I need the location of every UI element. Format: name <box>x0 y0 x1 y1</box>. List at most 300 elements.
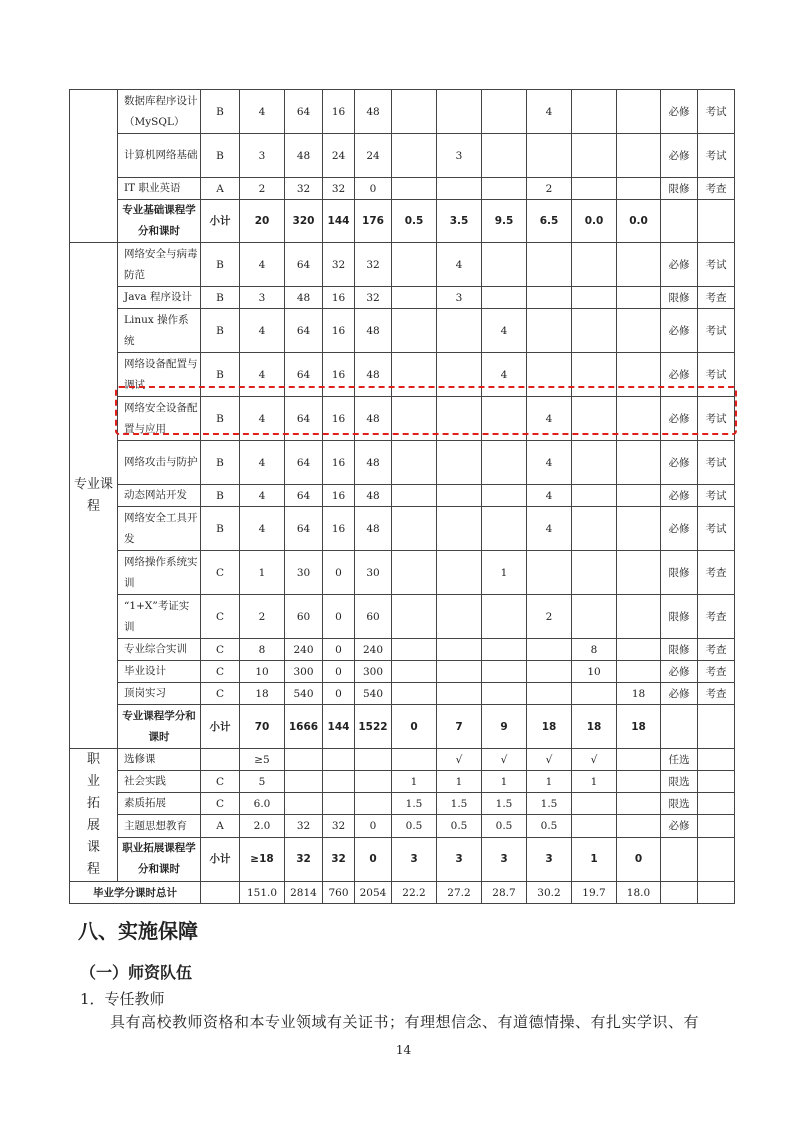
subtotal-row <box>70 200 735 243</box>
table-cell <box>285 749 323 771</box>
table-cell: 48 <box>355 485 392 507</box>
table-cell <box>355 771 392 793</box>
table-cell: 0.5 <box>392 200 437 243</box>
table-cell: B <box>201 441 240 485</box>
table-cell <box>572 178 617 200</box>
table-cell: B <box>201 397 240 441</box>
course-name: 社会实践 <box>118 771 201 793</box>
table-cell: 60 <box>285 595 323 639</box>
table-cell <box>437 595 482 639</box>
table-cell <box>482 485 527 507</box>
table-cell <box>392 134 437 178</box>
table-cell: 限修 <box>661 595 698 639</box>
table-cell <box>482 287 527 309</box>
table-cell: 0 <box>617 837 661 881</box>
table-cell <box>617 243 661 287</box>
table-cell <box>572 793 617 815</box>
table-cell <box>572 683 617 705</box>
table-cell: B <box>201 309 240 353</box>
table-cell: 4 <box>482 309 527 353</box>
table-cell: 3 <box>392 837 437 881</box>
table-cell: 1 <box>527 771 572 793</box>
table-cell: B <box>201 353 240 397</box>
table-cell <box>572 485 617 507</box>
table-cell: 3 <box>437 837 482 881</box>
table-cell <box>572 243 617 287</box>
course-name: IT 职业英语 <box>118 178 201 200</box>
table-row <box>70 683 735 705</box>
table-cell <box>527 287 572 309</box>
table-cell <box>482 134 527 178</box>
table-cell <box>527 134 572 178</box>
table-cell: 32 <box>355 243 392 287</box>
table-cell <box>617 485 661 507</box>
table-cell: 9.5 <box>482 200 527 243</box>
table-cell <box>617 815 661 837</box>
course-name: “1+X”考证实训 <box>118 595 201 639</box>
table-cell: 限选 <box>661 771 698 793</box>
table-cell <box>392 287 437 309</box>
table-cell <box>437 661 482 683</box>
table-cell: 151.0 <box>240 882 285 904</box>
table-cell <box>698 749 735 771</box>
table-cell <box>698 815 735 837</box>
course-name: 顶岗实习 <box>118 683 201 705</box>
course-name: 主题思想教育 <box>118 815 201 837</box>
table-cell: 18 <box>617 683 661 705</box>
table-cell: 0.5 <box>482 815 527 837</box>
table-cell: 1 <box>572 771 617 793</box>
total-label: 毕业学分课时总计 <box>70 882 201 904</box>
table-row <box>70 771 735 793</box>
table-cell: 16 <box>323 441 355 485</box>
table-row <box>70 661 735 683</box>
table-cell: 144 <box>323 200 355 243</box>
table-cell: 必修 <box>661 441 698 485</box>
table-cell: √ <box>437 749 482 771</box>
table-cell: 32 <box>323 815 355 837</box>
table-cell: 3 <box>437 287 482 309</box>
table-cell: 考试 <box>698 309 735 353</box>
table-cell: 考试 <box>698 397 735 441</box>
table-cell: 1.5 <box>437 793 482 815</box>
table-cell <box>527 243 572 287</box>
table-cell <box>617 749 661 771</box>
table-cell: 0 <box>392 705 437 749</box>
total-row <box>70 882 735 904</box>
table-cell: 必修 <box>661 243 698 287</box>
table-cell: 小计 <box>201 705 240 749</box>
table-cell <box>437 551 482 595</box>
table-cell <box>572 507 617 551</box>
table-cell: 320 <box>285 200 323 243</box>
table-cell <box>482 683 527 705</box>
table-cell: 0.5 <box>527 815 572 837</box>
table-cell: 必修 <box>661 661 698 683</box>
table-cell: 48 <box>355 353 392 397</box>
table-cell: C <box>201 793 240 815</box>
subtotal-row <box>70 837 735 881</box>
table-row <box>70 639 735 661</box>
table-row <box>70 178 735 200</box>
table-cell: 任选 <box>661 749 698 771</box>
table-cell: A <box>201 815 240 837</box>
table-cell: 必修 <box>661 397 698 441</box>
table-cell: 4 <box>240 90 285 134</box>
table-cell <box>482 90 527 134</box>
curriculum-table <box>69 89 735 904</box>
table-cell <box>323 749 355 771</box>
table-cell <box>698 882 735 904</box>
table-cell: 16 <box>323 397 355 441</box>
table-cell <box>617 595 661 639</box>
table-cell: 限修 <box>661 287 698 309</box>
table-cell: 限选 <box>661 793 698 815</box>
table-cell <box>617 661 661 683</box>
table-cell <box>392 90 437 134</box>
table-row <box>70 243 735 287</box>
table-row <box>70 90 735 134</box>
table-cell: 240 <box>355 639 392 661</box>
table-cell: A <box>201 178 240 200</box>
table-cell: 22.2 <box>392 882 437 904</box>
course-name: 毕业设计 <box>118 661 201 683</box>
category-cell: 职业拓展课程 <box>70 749 118 882</box>
item-title: 1．专任教师 <box>80 990 165 1008</box>
table-cell: 24 <box>323 134 355 178</box>
table-cell <box>572 90 617 134</box>
table-cell: ≥18 <box>240 837 285 881</box>
table-cell <box>482 661 527 683</box>
course-name: 数据库程序设计（MySQL） <box>118 90 201 134</box>
table-cell <box>572 309 617 353</box>
table-cell <box>617 287 661 309</box>
table-cell: 30.2 <box>527 882 572 904</box>
table-cell: B <box>201 287 240 309</box>
table-cell: 1 <box>482 551 527 595</box>
table-cell: 2 <box>527 178 572 200</box>
table-cell: 必修 <box>661 815 698 837</box>
table-cell: 3 <box>527 837 572 881</box>
table-cell <box>617 771 661 793</box>
table-cell: 4 <box>527 485 572 507</box>
table-cell <box>437 441 482 485</box>
table-cell: 4 <box>240 243 285 287</box>
table-cell <box>527 639 572 661</box>
table-cell: 考试 <box>698 507 735 551</box>
table-cell: 19.7 <box>572 882 617 904</box>
table-cell <box>437 309 482 353</box>
table-cell: 64 <box>285 309 323 353</box>
table-cell: 64 <box>285 397 323 441</box>
table-cell: 16 <box>323 507 355 551</box>
table-cell: 24 <box>355 134 392 178</box>
table-cell <box>437 507 482 551</box>
table-cell: 4 <box>240 353 285 397</box>
table-cell: 64 <box>285 90 323 134</box>
table-cell: 27.2 <box>437 882 482 904</box>
table-cell <box>392 551 437 595</box>
table-cell <box>617 793 661 815</box>
table-cell: 小计 <box>201 200 240 243</box>
table-cell: 10 <box>240 661 285 683</box>
table-cell: 48 <box>355 397 392 441</box>
table-cell <box>617 551 661 595</box>
table-cell: 64 <box>285 353 323 397</box>
table-cell <box>392 507 437 551</box>
table-cell <box>527 551 572 595</box>
course-name: 网络攻击与防护 <box>118 441 201 485</box>
table-cell <box>482 639 527 661</box>
table-cell: 4 <box>437 243 482 287</box>
table-cell <box>392 441 437 485</box>
table-cell: 1522 <box>355 705 392 749</box>
table-cell: 考查 <box>698 639 735 661</box>
page-number: 14 <box>395 1043 412 1057</box>
table-cell: 限修 <box>661 178 698 200</box>
table-row <box>70 793 735 815</box>
table-cell: 0 <box>323 639 355 661</box>
table-row <box>70 749 735 771</box>
table-cell <box>617 441 661 485</box>
table-cell: 18.0 <box>617 882 661 904</box>
table-cell <box>392 683 437 705</box>
table-cell: 176 <box>355 200 392 243</box>
table-cell: B <box>201 507 240 551</box>
table-cell: 0 <box>323 595 355 639</box>
table-cell: 3.5 <box>437 200 482 243</box>
subtotal-label: 职业拓展课程学分和课时 <box>118 837 201 881</box>
table-cell <box>392 661 437 683</box>
table-cell: 300 <box>285 661 323 683</box>
table-cell: 144 <box>323 705 355 749</box>
table-cell: 18 <box>572 705 617 749</box>
category-cell: 专业课程 <box>70 243 118 749</box>
table-cell: C <box>201 661 240 683</box>
table-cell <box>572 134 617 178</box>
table-cell <box>572 441 617 485</box>
table-cell: 60 <box>355 595 392 639</box>
table-cell: 16 <box>323 309 355 353</box>
table-cell <box>617 639 661 661</box>
table-cell <box>527 661 572 683</box>
table-cell: 32 <box>323 178 355 200</box>
table-cell: 540 <box>285 683 323 705</box>
table-cell: 18 <box>240 683 285 705</box>
table-cell: 必修 <box>661 90 698 134</box>
table-cell: 4 <box>240 441 285 485</box>
table-cell: 32 <box>323 243 355 287</box>
table-cell: 4 <box>240 397 285 441</box>
table-cell: 1.5 <box>482 793 527 815</box>
table-cell: 16 <box>323 287 355 309</box>
table-row <box>70 441 735 485</box>
table-row <box>70 551 735 595</box>
table-cell: √ <box>572 749 617 771</box>
subsection-heading: （一）师资队伍 <box>80 963 193 982</box>
table-cell: 考试 <box>698 90 735 134</box>
course-name: 网络安全工具开发 <box>118 507 201 551</box>
course-name: 网络安全设备配置与应用 <box>118 397 201 441</box>
table-cell: 4 <box>482 353 527 397</box>
table-cell: 2054 <box>355 882 392 904</box>
table-cell <box>698 793 735 815</box>
table-cell: 0 <box>323 661 355 683</box>
table-cell <box>201 882 240 904</box>
table-cell <box>698 200 735 243</box>
table-cell: 考试 <box>698 485 735 507</box>
table-row <box>70 507 735 551</box>
table-cell <box>661 837 698 881</box>
table-cell: √ <box>482 749 527 771</box>
table-cell: 必修 <box>661 353 698 397</box>
table-cell <box>572 287 617 309</box>
table-cell: 64 <box>285 441 323 485</box>
table-cell: 0.0 <box>572 200 617 243</box>
table-cell <box>355 749 392 771</box>
table-cell: 0 <box>355 815 392 837</box>
table-cell: 64 <box>285 243 323 287</box>
table-cell <box>437 683 482 705</box>
table-cell: 18 <box>527 705 572 749</box>
table-cell: 考查 <box>698 551 735 595</box>
table-cell: B <box>201 134 240 178</box>
course-name: 选修课 <box>118 749 201 771</box>
paragraph: 具有高校教师资格和本专业领域有关证书；有理想信念、有道德情操、有扎实学识、有 <box>110 1013 700 1031</box>
table-cell: 1 <box>572 837 617 881</box>
table-cell <box>661 200 698 243</box>
table-cell: 4 <box>527 507 572 551</box>
table-cell: 考查 <box>698 661 735 683</box>
table-cell <box>392 749 437 771</box>
table-cell: 2814 <box>285 882 323 904</box>
table-cell: 16 <box>323 485 355 507</box>
table-cell: 32 <box>323 837 355 881</box>
table-cell: B <box>201 243 240 287</box>
table-cell: 16 <box>323 90 355 134</box>
table-cell <box>617 309 661 353</box>
table-cell: 限修 <box>661 639 698 661</box>
table-cell: 4 <box>527 90 572 134</box>
category-cell <box>70 90 118 243</box>
table-cell: 4 <box>527 441 572 485</box>
table-cell: 0 <box>355 178 392 200</box>
table-cell <box>482 178 527 200</box>
table-cell <box>323 793 355 815</box>
table-cell: 4 <box>240 485 285 507</box>
table-cell: C <box>201 551 240 595</box>
table-cell: 考查 <box>698 683 735 705</box>
table-cell: 考查 <box>698 287 735 309</box>
table-cell: 4 <box>240 507 285 551</box>
course-name: 网络操作系统实训 <box>118 551 201 595</box>
table-cell <box>572 595 617 639</box>
table-cell <box>698 705 735 749</box>
table-cell <box>482 507 527 551</box>
table-cell: 必修 <box>661 309 698 353</box>
table-cell <box>527 683 572 705</box>
table-cell: 6.5 <box>527 200 572 243</box>
table-row <box>70 287 735 309</box>
table-cell: 70 <box>240 705 285 749</box>
table-cell <box>392 485 437 507</box>
table-cell <box>392 639 437 661</box>
table-cell: 10 <box>572 661 617 683</box>
table-cell: 4 <box>240 309 285 353</box>
table-cell: 64 <box>285 507 323 551</box>
table-cell <box>437 485 482 507</box>
table-cell: 考试 <box>698 134 735 178</box>
table-cell: 2 <box>527 595 572 639</box>
table-cell: 9 <box>482 705 527 749</box>
table-cell: 18 <box>617 705 661 749</box>
course-name: Java 程序设计 <box>118 287 201 309</box>
subtotal-label: 专业课程学分和课时 <box>118 705 201 749</box>
table-cell: 16 <box>323 353 355 397</box>
table-cell: 必修 <box>661 507 698 551</box>
table-cell <box>482 595 527 639</box>
table-cell <box>572 815 617 837</box>
table-cell: 3 <box>482 837 527 881</box>
table-cell: 0 <box>323 683 355 705</box>
highlight-box <box>115 386 737 435</box>
table-cell: 28.7 <box>482 882 527 904</box>
table-cell: 考试 <box>698 441 735 485</box>
table-cell: 6.0 <box>240 793 285 815</box>
table-cell: 32 <box>285 178 323 200</box>
table-cell: 8 <box>240 639 285 661</box>
subtotal-row <box>70 705 735 749</box>
table-cell: C <box>201 595 240 639</box>
table-row <box>70 309 735 353</box>
table-cell <box>482 441 527 485</box>
table-cell <box>285 793 323 815</box>
table-row <box>70 485 735 507</box>
table-cell <box>698 771 735 793</box>
table-cell <box>617 507 661 551</box>
table-cell: 3 <box>240 134 285 178</box>
table-cell <box>661 882 698 904</box>
table-cell: 1 <box>482 771 527 793</box>
table-cell <box>617 134 661 178</box>
table-cell: 4 <box>527 397 572 441</box>
table-cell: 7 <box>437 705 482 749</box>
table-cell: 3 <box>437 134 482 178</box>
table-cell: 30 <box>285 551 323 595</box>
table-cell: 1 <box>392 771 437 793</box>
table-cell: 0 <box>323 551 355 595</box>
table-cell: C <box>201 683 240 705</box>
table-cell: 48 <box>285 287 323 309</box>
table-cell: 1666 <box>285 705 323 749</box>
table-cell: 0.0 <box>617 200 661 243</box>
table-cell <box>437 639 482 661</box>
table-cell: 3 <box>240 287 285 309</box>
table-cell <box>392 243 437 287</box>
subtotal-label: 专业基础课程学分和课时 <box>118 200 201 243</box>
table-cell: 8 <box>572 639 617 661</box>
table-row <box>70 595 735 639</box>
table-cell: 5 <box>240 771 285 793</box>
table-cell <box>392 309 437 353</box>
table-row <box>70 134 735 178</box>
table-cell <box>323 771 355 793</box>
course-name: 计算机网络基础 <box>118 134 201 178</box>
table-cell: 30 <box>355 551 392 595</box>
table-cell: 1 <box>240 551 285 595</box>
table-cell <box>698 837 735 881</box>
table-cell: 考查 <box>698 178 735 200</box>
